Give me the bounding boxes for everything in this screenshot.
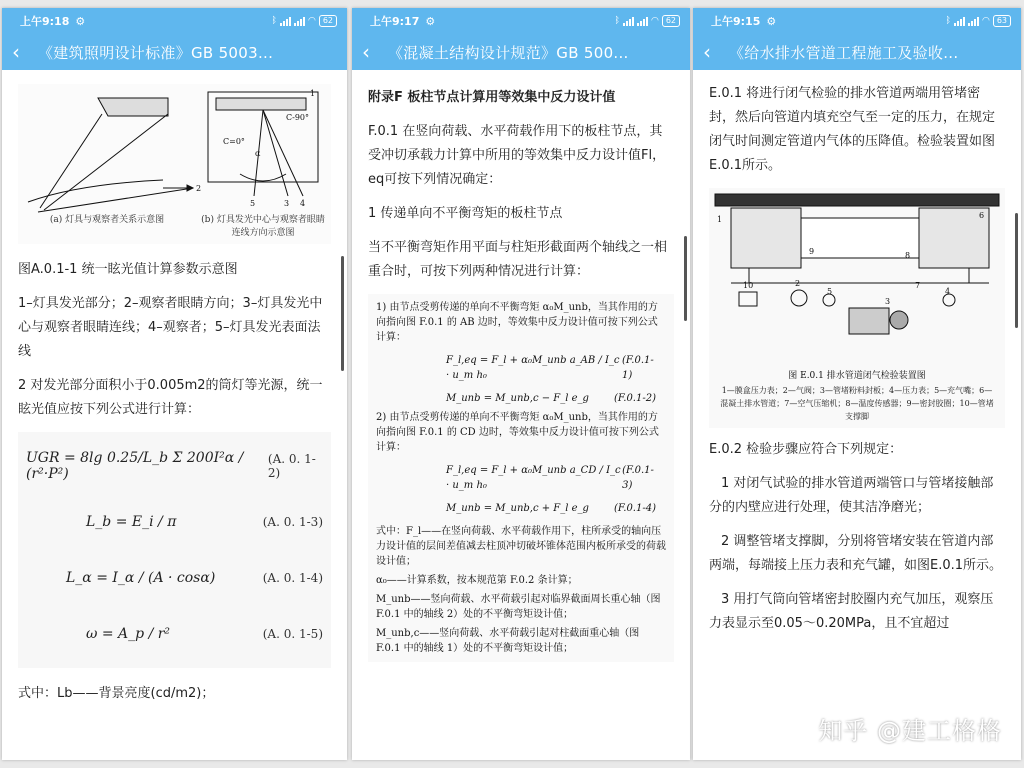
- equation-number: (F.0.1-2): [613, 393, 656, 404]
- equation-row: [376, 387, 666, 410]
- status-bar: [693, 8, 1021, 34]
- definition-1: 式中：F_l——在竖向荷载、水平荷载作用下，柱所承受的轴向压力设计值的层间差值减去柱顶冲切破坏锥体范围内板所承受的荷载设计值；: [376, 526, 666, 567]
- formula-block: [18, 432, 331, 668]
- scan-item-2: 2) 由节点受剪传递的单向不平衡弯矩 α₀M_unb，当其作用的方向指向图 F.0.1 的 CD 边时，等效集中反力设计值可按下列公式计算：: [376, 412, 659, 453]
- pipeline-test-figure: [709, 188, 1005, 428]
- status-bar: [2, 8, 347, 34]
- where-text: 式中：Lb——背景亮度(cd/m2)；: [18, 686, 215, 701]
- formula-row: [26, 606, 323, 662]
- svg-text:2: 2: [196, 184, 202, 193]
- svg-text:1: 1: [717, 215, 723, 224]
- page-title: 《建筑照明设计标准》GB 5003...: [38, 43, 274, 62]
- formula-number: (A. 0. 1-2): [267, 452, 316, 480]
- phone-screen-concrete-code: [352, 8, 690, 760]
- svg-text:3: 3: [284, 199, 290, 208]
- phone-screen-drainage-pipeline: [693, 8, 1021, 760]
- battery-icon: 62: [662, 15, 680, 27]
- system-icons: [615, 15, 680, 27]
- formula-number: (A. 0. 1-5): [262, 627, 323, 641]
- bluetooth-icon: ᛒ: [271, 16, 277, 26]
- formula-expression: L_b = E_i / π: [86, 514, 177, 530]
- equation-number: (F.0.1-1): [622, 355, 654, 381]
- appendix-heading: 附录F 板柱节点计算用等效集中反力设计值: [368, 90, 616, 105]
- signal-icon-2: [637, 17, 648, 26]
- formula-expression: L_α = I_α / (A · cosα): [66, 570, 216, 586]
- page-title: 《给水排水管道工程施工及验收...: [729, 43, 959, 62]
- paragraph-4: 2 调整管堵支撑脚，分别将管堵安装在管道内部两端，每端接上压力表和充气罐，如图E.0.1所示。: [709, 534, 1003, 573]
- equation: M_unb = M_unb,c − F_l e_g: [446, 393, 589, 404]
- svg-text:C=0°: C=0°: [223, 137, 245, 146]
- status-time: 上午9:18: [20, 15, 70, 28]
- figure-caption-b: (b) 灯具发光中心与观察者眼睛连线方向示意图: [201, 215, 325, 238]
- svg-text:α: α: [255, 149, 261, 158]
- article-content[interactable]: [693, 70, 1021, 760]
- figure-legend: 1—膜盒压力表；2—气阀；3—管堵粉料封板；4—压力表；5—充气嘴；6—混凝土排水管道；7—空气压缩机；8—温度传感器；9—密封胶圈；10—管堵支撑脚: [720, 386, 994, 421]
- title-bar: [2, 34, 347, 70]
- phone-screen-lighting-standard: [2, 8, 347, 760]
- paragraph-3: 当不平衡弯矩作用平面与柱矩形截面两个轴线之一相重合时，可按下列两种情况进行计算：: [368, 240, 668, 279]
- svg-text:4: 4: [945, 287, 951, 296]
- paragraph-3: 1 对闭气试验的排水管道两端管口与管堵接触部分的内壁应进行处理，使其洁净磨光；: [709, 476, 994, 515]
- svg-text:5: 5: [827, 287, 833, 296]
- formula-row: [26, 550, 323, 606]
- back-arrow-icon[interactable]: ‹: [12, 40, 20, 64]
- signal-icon: [280, 17, 291, 26]
- formula-row: [26, 494, 323, 550]
- page-title: 《混凝土结构设计规范》GB 500...: [388, 43, 629, 62]
- battery-icon: 63: [993, 15, 1011, 27]
- signal-icon-2: [294, 17, 305, 26]
- equation: M_unb = M_unb,c + F_l e_g: [446, 503, 589, 514]
- svg-text:2: 2: [795, 279, 801, 288]
- bluetooth-icon: ᛒ: [945, 16, 951, 26]
- back-arrow-icon[interactable]: ‹: [703, 40, 711, 64]
- svg-text:10: 10: [743, 281, 754, 290]
- article-content[interactable]: [352, 70, 690, 760]
- equation-number: (F.0.1-3): [622, 465, 654, 491]
- settings-gear-icon: ⚙: [75, 14, 86, 28]
- figure-title: 图 E.0.1 排水管道闭气检验装置图: [788, 371, 926, 381]
- equation-row: [376, 497, 666, 520]
- status-bar: [352, 8, 690, 34]
- formula-expression: UGR = 8lg 0.25/L_b Σ 200I²α / (r²·P²): [26, 450, 244, 482]
- settings-gear-icon: ⚙: [766, 14, 777, 28]
- signal-icon: [623, 17, 634, 26]
- svg-text:9: 9: [809, 247, 815, 256]
- wifi-icon: ◠: [981, 16, 990, 26]
- scanned-formula-block: [368, 294, 674, 662]
- formula-row: [26, 438, 323, 494]
- back-arrow-icon[interactable]: ‹: [362, 40, 370, 64]
- equation-row: [376, 459, 666, 497]
- svg-text:3: 3: [885, 297, 891, 306]
- settings-gear-icon: ⚙: [425, 14, 436, 28]
- article-content[interactable]: [2, 70, 347, 760]
- equation-row: [376, 349, 666, 387]
- equation: F_l,eq = F_l + α₀M_unb a_AB / I_c · u_m h₀: [446, 355, 620, 381]
- svg-text:5: 5: [250, 199, 256, 208]
- paragraph-2: 1 传递单向不平衡弯矩的板柱节点: [368, 206, 563, 221]
- glare-diagram-figure: [18, 84, 331, 244]
- paragraph-2: E.0.2 检验步骤应符合下列规定：: [709, 442, 903, 457]
- bluetooth-icon: ᛒ: [614, 16, 620, 26]
- title-bar: [352, 34, 690, 70]
- figure-caption-a: (a) 灯具与观察者关系示意图: [49, 215, 165, 225]
- scrollbar[interactable]: [684, 236, 687, 321]
- formula-number: (A. 0. 1-3): [262, 515, 323, 529]
- signal-icon-2: [968, 17, 979, 26]
- figure-legend: 1–灯具发光部分；2–观察者眼睛方向；3–灯具发光中心与观察者眼睛连线；4–观察者；5–灯具发光表面法线: [18, 296, 323, 359]
- formula-number: (A. 0. 1-4): [262, 571, 323, 585]
- scrollbar[interactable]: [1015, 213, 1018, 328]
- wifi-icon: ◠: [650, 16, 659, 26]
- signal-icon: [954, 17, 965, 26]
- svg-text:6: 6: [979, 211, 985, 220]
- svg-text:1: 1: [310, 89, 316, 98]
- pipeline-test-diagram: [709, 188, 1005, 363]
- paragraph-5: 3 用打气筒向管堵密封胶圈内充气加压，观察压力表显示至0.05～0.20MPa，且不宜超过: [709, 592, 994, 631]
- status-time: 上午9:17: [370, 15, 420, 28]
- svg-text:7: 7: [915, 281, 921, 290]
- system-icons: [272, 15, 337, 27]
- scan-item-1: 1) 由节点受剪传递的单向不平衡弯矩 α₀M_unb，当其作用的方向指向图 F.0.1 的 AB 边时，等效集中反力设计值可按下列公式计算：: [376, 302, 658, 343]
- battery-icon: 62: [319, 15, 337, 27]
- svg-text:C-90°: C-90°: [286, 113, 310, 122]
- formula-expression: ω = A_p / r²: [86, 626, 171, 642]
- wifi-icon: ◠: [307, 16, 316, 26]
- status-time: 上午9:15: [711, 15, 761, 28]
- paragraph-1: F.0.1 在竖向荷载、水平荷载作用下的板柱节点，其受冲切承载力计算中所用的等效集中反力设计值Fl，eq可按下列情况确定：: [368, 124, 666, 187]
- definition-4: M_unb,c——竖向荷载、水平荷载引起对柱截面重心轴（图 F.0.1 中的轴线 1）处的不平衡弯矩设计值；: [376, 628, 640, 654]
- scrollbar[interactable]: [341, 256, 344, 371]
- figure-title: 图A.0.1-1 统一眩光值计算参数示意图: [18, 262, 238, 277]
- equation-number: (F.0.1-4): [613, 503, 656, 514]
- svg-text:8: 8: [905, 251, 911, 260]
- definition-3: M_unb——竖向荷载、水平荷载引起对临界截面周长重心轴（图 F.0.1 中的轴线 2）处的不平衡弯矩设计值；: [376, 594, 661, 620]
- paragraph-1: E.0.1 将进行闭气检验的排水管道两端用管堵密封，然后向管道内填充空气至一定的压力，在规定闭气时间测定管道内气体的压降值。检验装置如图E.0.1所示。: [709, 86, 996, 173]
- equation: F_l,eq = F_l + α₀M_unb a_CD / I_c · u_m h₀: [446, 465, 621, 491]
- definition-2: α₀——计算系数，按本规范第 F.0.2 条计算；: [376, 575, 578, 586]
- watermark: 知乎 @建工格格: [818, 717, 1002, 745]
- svg-text:4: 4: [300, 199, 306, 208]
- paragraph-2: 2 对发光部分面积小于0.005m2的筒灯等光源，统一眩光值应按下列公式进行计算：: [18, 378, 323, 417]
- title-bar: [693, 34, 1021, 70]
- system-icons: [946, 15, 1011, 27]
